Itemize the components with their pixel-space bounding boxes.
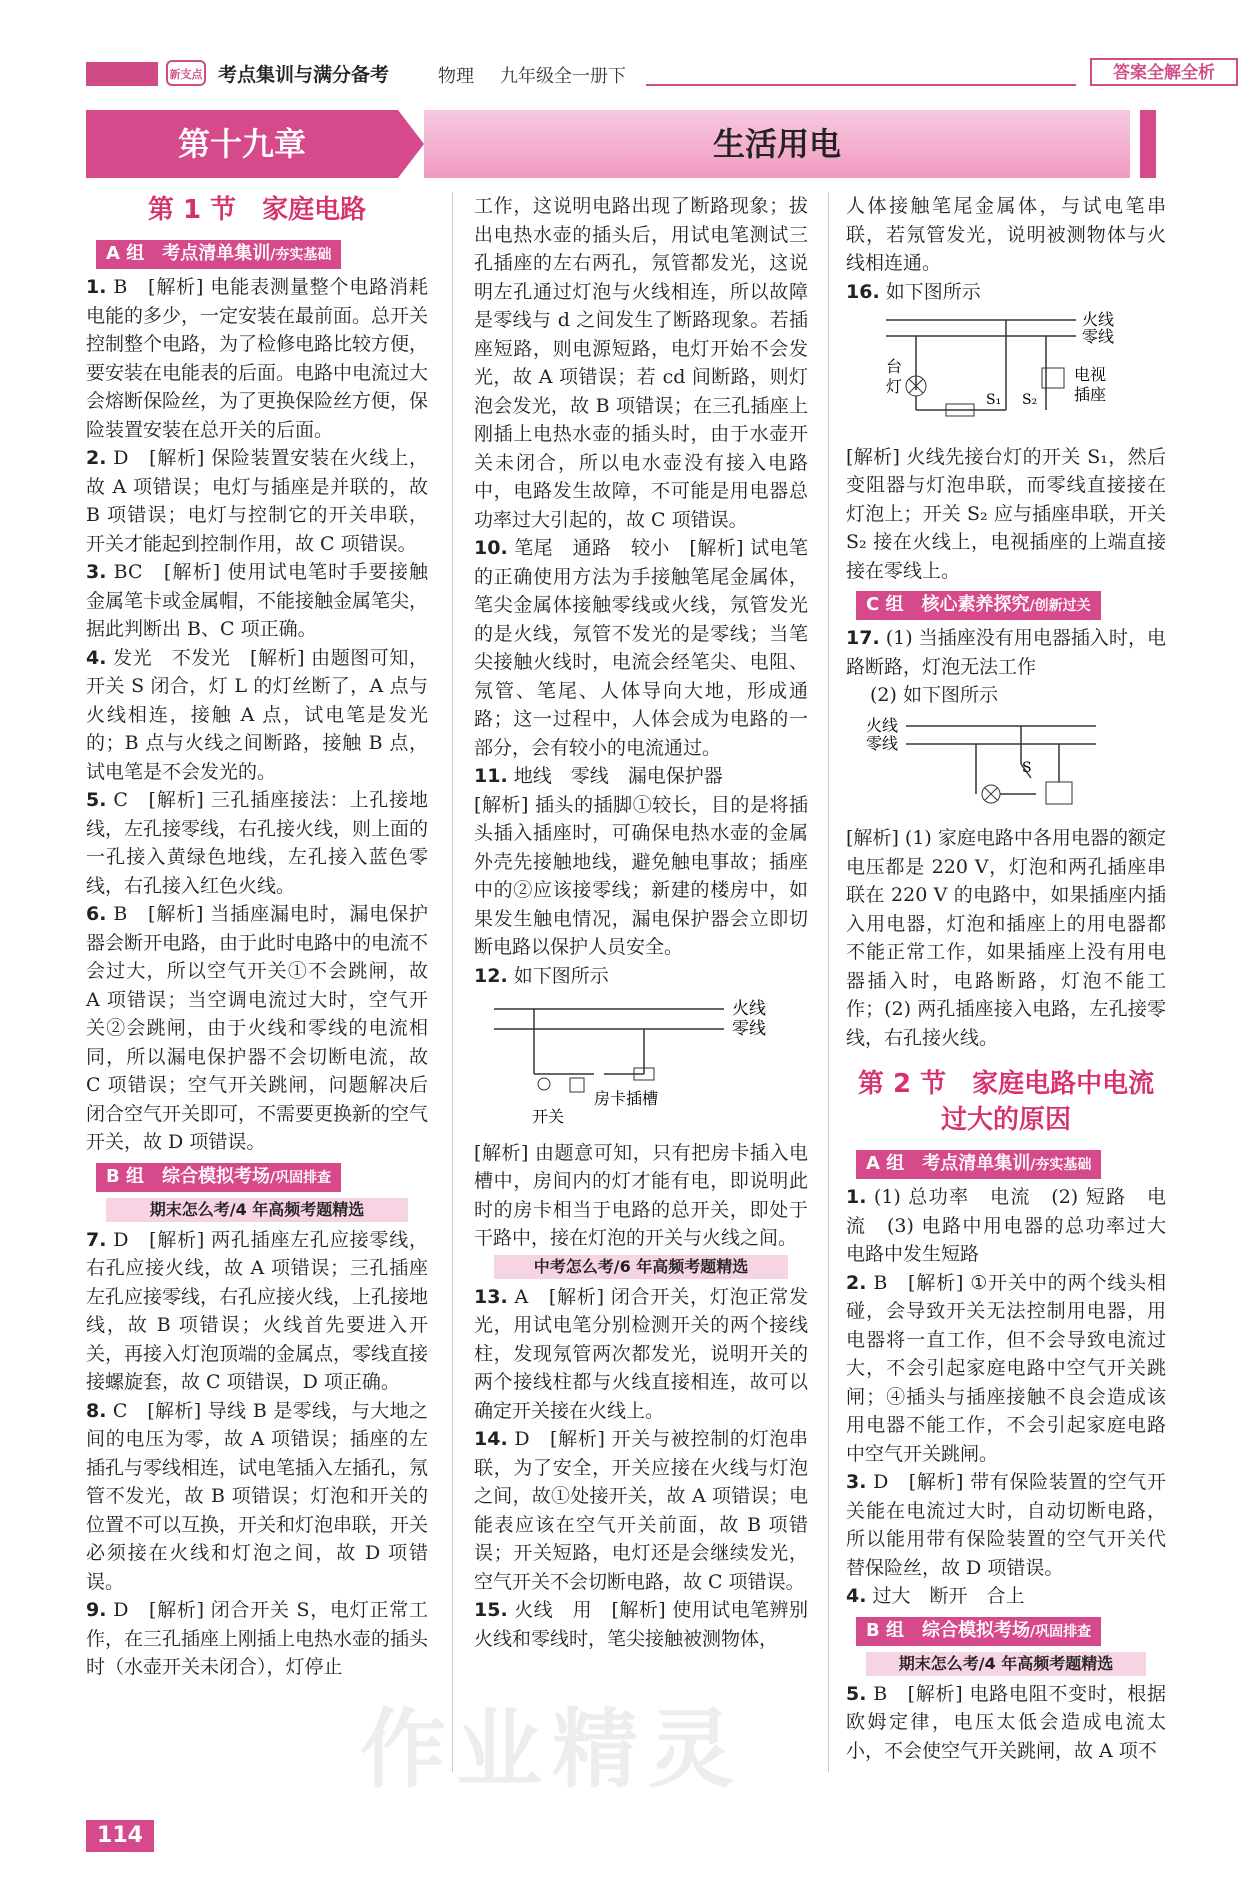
series-title: 考点集训与满分备考 — [218, 64, 390, 86]
circuit-diagram-17 — [846, 714, 1166, 810]
item-text: D [解析] 带有保险装置的空气开关能在电流过大时，自动切断电路，所以能用带有保险装置的空气开关代替保险丝，故 D 项错误。 — [846, 1471, 1166, 1579]
item-text: BC [解析] 使用试电笔时手要接触金属笔卡或金属帽，不能接触金属笔尖，据此判断出 B、C 项正确。 — [86, 561, 429, 640]
group-label: C 组 核心素养探究 — [866, 594, 1030, 615]
watermark: 作业精灵 — [360, 1700, 744, 1800]
item-text: C [解析] 三孔插座接法：上孔接地线，左孔接零线，右孔接火线，则上面的一孔接入黄绿色地线，左孔接入蓝色零线，右孔接入红色火线。 — [86, 789, 429, 897]
item-text: C [解析] 导线 B 是零线，与大地之间的电压为零，故 A 项错误；插座的左插孔与零线相连，试电笔插入左插孔，氖管不发光，故 B 项错误；灯泡和开关的位置不可以互换，开关和灯泡串联，开关必须接在火线和灯泡之间，故 D 项错误。 — [86, 1399, 429, 1593]
neutral-wire-label: 零线 — [732, 1019, 766, 1039]
switch-s-label: S — [1022, 759, 1032, 776]
item-text: (1) 总功率 电流 (2) 短路 电流 (3) 电路中用电器的总功率过大 电路中发生短路 — [846, 1186, 1186, 1265]
grade-label: 九年级全一册下 — [500, 66, 626, 87]
item-text: (1) 当插座没有用电器插入时，电路断路，灯泡无法工作 — [846, 627, 1166, 678]
tv-label-1: 电视 — [1074, 365, 1107, 384]
item-number: 11. — [474, 765, 508, 787]
answer-item — [846, 1468, 1166, 1582]
item-17-analysis: [解析] (1) 家庭电路中各用电器的额定电压都是 220 V，灯泡和两孔插座串联在 220 V 的电路中，如果插座内插入用电器，灯泡和插座上的用电器都不能正常工作，如果插座上没有用电器插入时，电路断路，灯泡不能工作；(2) 两孔插座接入电路，左孔接零线，右孔接火线。 — [846, 827, 1166, 1049]
item-text: D [解析] 保险装置安装在火线上，故 A 项错误；电灯与插座是并联的，故 B 项错误；电灯与控制它的开关串联，开关才能起到控制作用，故 C 项错误。 — [86, 447, 428, 555]
section-2-title: 第 2 节 家庭电路中电流过大的原因 — [857, 1069, 1155, 1135]
card-slot-label: 房卡插槽 — [594, 1089, 659, 1108]
page-number: 114 — [86, 1820, 154, 1852]
answer-item — [474, 534, 808, 762]
group-b-tag — [96, 1163, 341, 1192]
item-number: 12. — [474, 964, 508, 987]
item-number: 16. — [846, 280, 880, 303]
group-sub: /巩固排查 — [1030, 1623, 1092, 1640]
answer-item — [86, 273, 428, 444]
answer-item — [86, 1397, 428, 1597]
item-text: 笔尾 通路 较小 [解析] 试电笔的正确使用方法为手接触笔尾金属体，笔尖金属体接触零线或火线，氖管发光的是火线，氖管不发光的是零线；当笔尖接触火线时，电流会经笔尖、电阻、氖管、笔尾、人体导向大地，形成通路；这一过程中，人体会成为电路的一部分，会有较小的电流通过。 — [474, 537, 808, 759]
answer-item — [474, 962, 808, 991]
item-text: 火线 用 [解析] 使用试电笔辨别火线和零线时，笔尖接触被测物体， — [474, 1599, 808, 1650]
section-1-title: 第 1 节 家庭电路 — [147, 195, 367, 225]
column-divider — [452, 192, 453, 1772]
item-text: A [解析] 闭合开关，灯泡正常发光，用试电笔分别检测开关的两个接线柱，发现氖管两次都发光，说明开关的两个接线柱都与火线直接相连，故可以确定开关接在火线上。 — [474, 1285, 808, 1422]
item-number: 6. — [86, 903, 107, 925]
switch-s1-label: S₁ — [986, 392, 1002, 408]
answer-item — [86, 1226, 428, 1397]
neutral-wire-label: 零线 — [866, 733, 899, 753]
circuit-diagram-16 — [846, 310, 1166, 428]
item-text: B [解析] 电能表测量整个电路消耗电能的多少，一定安装在最前面。总开关控制整个电路，为了检修电路比较方便，要安装在电能表的后面。电路中电流过大会熔断保险丝，为了更换保险丝方便，保险装置安装在总开关的后面。 — [86, 276, 429, 441]
figure-17 — [846, 714, 1166, 819]
item-number: 10. — [474, 537, 508, 559]
brand-logo: 新支点 — [166, 60, 206, 86]
lamp-label-2: 灯 — [886, 377, 903, 396]
answer-tag: 答案全解全析 — [1090, 58, 1238, 86]
group-c-tag — [856, 591, 1101, 620]
column-3 — [846, 192, 1186, 1765]
exam-subheading: 中考怎么考/6 年高频考题精选 — [494, 1255, 788, 1279]
column-2 — [474, 192, 808, 1653]
answer-item — [86, 786, 428, 900]
group-label: A 组 考点清单集训 — [866, 1153, 1031, 1174]
chapter-title: 生活用电 — [424, 110, 1130, 178]
group-label: A 组 考点清单集训 — [106, 243, 271, 264]
item-15-continued: 人体接触笔尾金属体，与试电笔串联，若氖管发光，说明被测物体与火线相连通。 — [846, 195, 1166, 274]
group-label: B 组 综合模拟考场 — [106, 1165, 270, 1187]
switch-label: 开关 — [532, 1107, 565, 1124]
top-header — [86, 58, 1215, 88]
item-number: 2. — [86, 447, 107, 469]
item-number: 8. — [86, 1399, 107, 1422]
answer-item — [846, 278, 1166, 307]
exam-subheading: 期末怎么考/4 年高频考题精选 — [866, 1652, 1146, 1676]
item-number: 9. — [86, 1599, 107, 1621]
neutral-wire-label: 零线 — [1082, 327, 1115, 346]
socket-symbol — [1046, 782, 1072, 804]
answer-item — [846, 1582, 1166, 1611]
answer-item — [474, 762, 808, 791]
item-number: 15. — [474, 1599, 508, 1621]
answer-item — [846, 1269, 1166, 1469]
chapter-label: 第十九章 — [86, 110, 398, 178]
subject-label: 物理 — [438, 66, 474, 87]
lamp-holder-symbol — [570, 1078, 584, 1092]
item-16-analysis: [解析] 火线先接台灯的开关 S₁，然后变阻器与灯泡串联，而零线直接接在灯泡上；开关 S₂ 应与插座串联，开关 S₂ 接在火线上，电视插座的上端直接接在零线上。 — [846, 445, 1166, 582]
answer-item — [846, 1183, 1186, 1269]
figure-16 — [846, 310, 1166, 437]
item-number: 1. — [86, 276, 107, 298]
item-text: 发光 不发光 [解析] 由题图可知，开关 S 闭合，灯 L 的灯丝断了，A 点与火线相连，接触 A 点，试电笔是发光的；B 点与火线之间断路，接触 B 点，试电笔是不会发光的。 — [86, 646, 428, 783]
answer-item — [86, 1596, 428, 1682]
item-number: 3. — [86, 561, 107, 583]
group-sub: /夯实基础 — [270, 247, 332, 263]
item-number: 5. — [846, 1682, 867, 1705]
answer-item — [86, 900, 428, 1157]
circuit-diagram-12 — [474, 994, 808, 1124]
switch-symbol — [538, 1078, 550, 1090]
group-label: B 组 综合模拟考场 — [866, 1619, 1030, 1641]
answer-item — [86, 444, 428, 558]
item-text: B [解析] ①开关中的两个线头相碰，会导致开关无法控制用电器，用电器将一直工作，但不会导致电流过大，不会引起家庭电路中空气开关跳闸；④插头与插座接触不良会造成该用电器不能工作，不会引起家庭电路中空气开关跳闸。 — [846, 1271, 1166, 1465]
switch-s2-label: S₂ — [1022, 392, 1038, 408]
item-number: 13. — [474, 1285, 508, 1308]
group-a-tag — [96, 240, 341, 269]
item-number: 4. — [846, 1585, 867, 1607]
lamp-label-1: 台 — [886, 357, 903, 376]
chapter-arrow — [398, 110, 424, 178]
item-text: 如下图所示 — [885, 280, 981, 303]
item-number: 1. — [846, 1186, 867, 1208]
live-wire-label: 火线 — [866, 715, 899, 735]
item-text: 过大 断开 合上 — [872, 1585, 1025, 1607]
answer-item — [846, 1680, 1166, 1766]
item-text: B [解析] 当插座漏电时，漏电保护器会断开电路，由于此时电路中的电流不会过大，所以空气开关①不会跳闸，故 A 项错误；当空调电流过大时，空气开关②会跳闸，由于火线和零线的电流相同，所以漏电保护器不会切断电流，故 C 项错误；空气开关跳闸，问题解决后闭合空气开关即可，不需要更换新的空气开关，故 D 项错误。 — [86, 903, 429, 1153]
group-sub: /创新过关 — [1029, 598, 1091, 614]
item-number: 3. — [846, 1471, 867, 1493]
item-number: 17. — [846, 627, 880, 649]
group-sub: /巩固排查 — [270, 1169, 332, 1186]
answer-item — [86, 644, 428, 787]
item-17-part2: (2) 如下图所示 — [870, 684, 998, 706]
tv-label-2: 插座 — [1074, 385, 1107, 404]
column-1 — [86, 192, 428, 1682]
item-12-analysis: [解析] 由题意可知，只有把房卡插入电槽中，房间内的灯才能有电，即说明此时的房卡相当于电路的总开关，即处于干路中，接在灯泡的开关与火线之间。 — [474, 1141, 808, 1249]
exam-subheading: 期末怎么考/4 年高频考题精选 — [106, 1198, 408, 1222]
item-text: D [解析] 开关与被控制的灯泡串联，为了安全，开关应接在火线与灯泡之间，故①处接开关，故 A 项错误；电能表应该在空气开关前面，故 B 项错误；开关短路，电灯还是会继续发光，空气开关不会切断电路，故 C 项错误。 — [474, 1428, 808, 1593]
item-text: D [解析] 两孔插座左孔应接零线，右孔应接火线，故 A 项错误；三孔插座左孔应接零线，右孔应接火线，上孔接地线，故 B 项错误；火线首先要进入开关，再接入灯泡顶端的金属点，零线直接接螺旋套，故 C 项错误，D 项正确。 — [86, 1228, 429, 1393]
item-number: 14. — [474, 1428, 508, 1450]
live-wire-label: 火线 — [732, 999, 766, 1019]
group-sub: /夯实基础 — [1030, 1157, 1092, 1173]
item-9-continued: 工作，这说明电路出现了断路现象；拔出电热水壶的插头后，用试电笔测试三孔插座的左右两孔，氖管都发光，这说明左孔通过灯泡与火线相连，所以故障是零线与 d 之间发生了断路现象。若插座短路，则电源短路，电灯开始不会发光，故 A 项错误；若 cd 间断路，则灯泡会发光，故 B 项错误；在三孔插座上刚插上电热水壶的插头时，由于水壶开关未闭合，所以电水壶没有接入电路中，电路发生故障，不可能是用电器总功率过大引起的，故 C 项错误。 — [474, 195, 808, 531]
item-text: 如下图所示 — [513, 964, 609, 987]
live-wire-label: 火线 — [1082, 310, 1115, 329]
answer-item — [474, 1425, 808, 1596]
item-text: 地线 零线 漏电保护器 — [513, 765, 723, 787]
figure-12 — [474, 994, 808, 1133]
answer-item — [474, 1596, 808, 1653]
item-number: 4. — [86, 646, 107, 669]
group-b-tag — [856, 1617, 1101, 1646]
column-divider — [828, 192, 829, 1772]
item-number: 2. — [846, 1271, 867, 1294]
item-text: D [解析] 闭合开关 S，电灯正常工作，在三孔插座上刚插上电热水壶的插头时（水壶开关未闭合），灯停止 — [86, 1599, 429, 1678]
header-accent — [86, 62, 158, 86]
group-a-tag — [856, 1150, 1101, 1179]
item-text: B [解析] 电路电阻不变时，根据欧姆定律，电压太低会造成电流太小，不会使空气开关跳闸，故 A 项不 — [846, 1682, 1167, 1762]
header-rule — [646, 84, 1076, 86]
item-11-analysis: [解析] 插头的插脚①较长，目的是将插头插入插座时，可确保电热水壶的金属外壳先接触地线，避免触电事故；插座中的②应该接零线；新建的楼房中，如果发生触电情况，漏电保护器会立即切断电路以保护人员安全。 — [474, 793, 808, 958]
answer-item — [474, 1283, 808, 1426]
chapter-side-bar — [1140, 110, 1156, 178]
item-number: 5. — [86, 789, 107, 811]
item-number: 7. — [86, 1228, 107, 1251]
answer-item — [86, 558, 428, 644]
answer-item — [846, 624, 1166, 681]
